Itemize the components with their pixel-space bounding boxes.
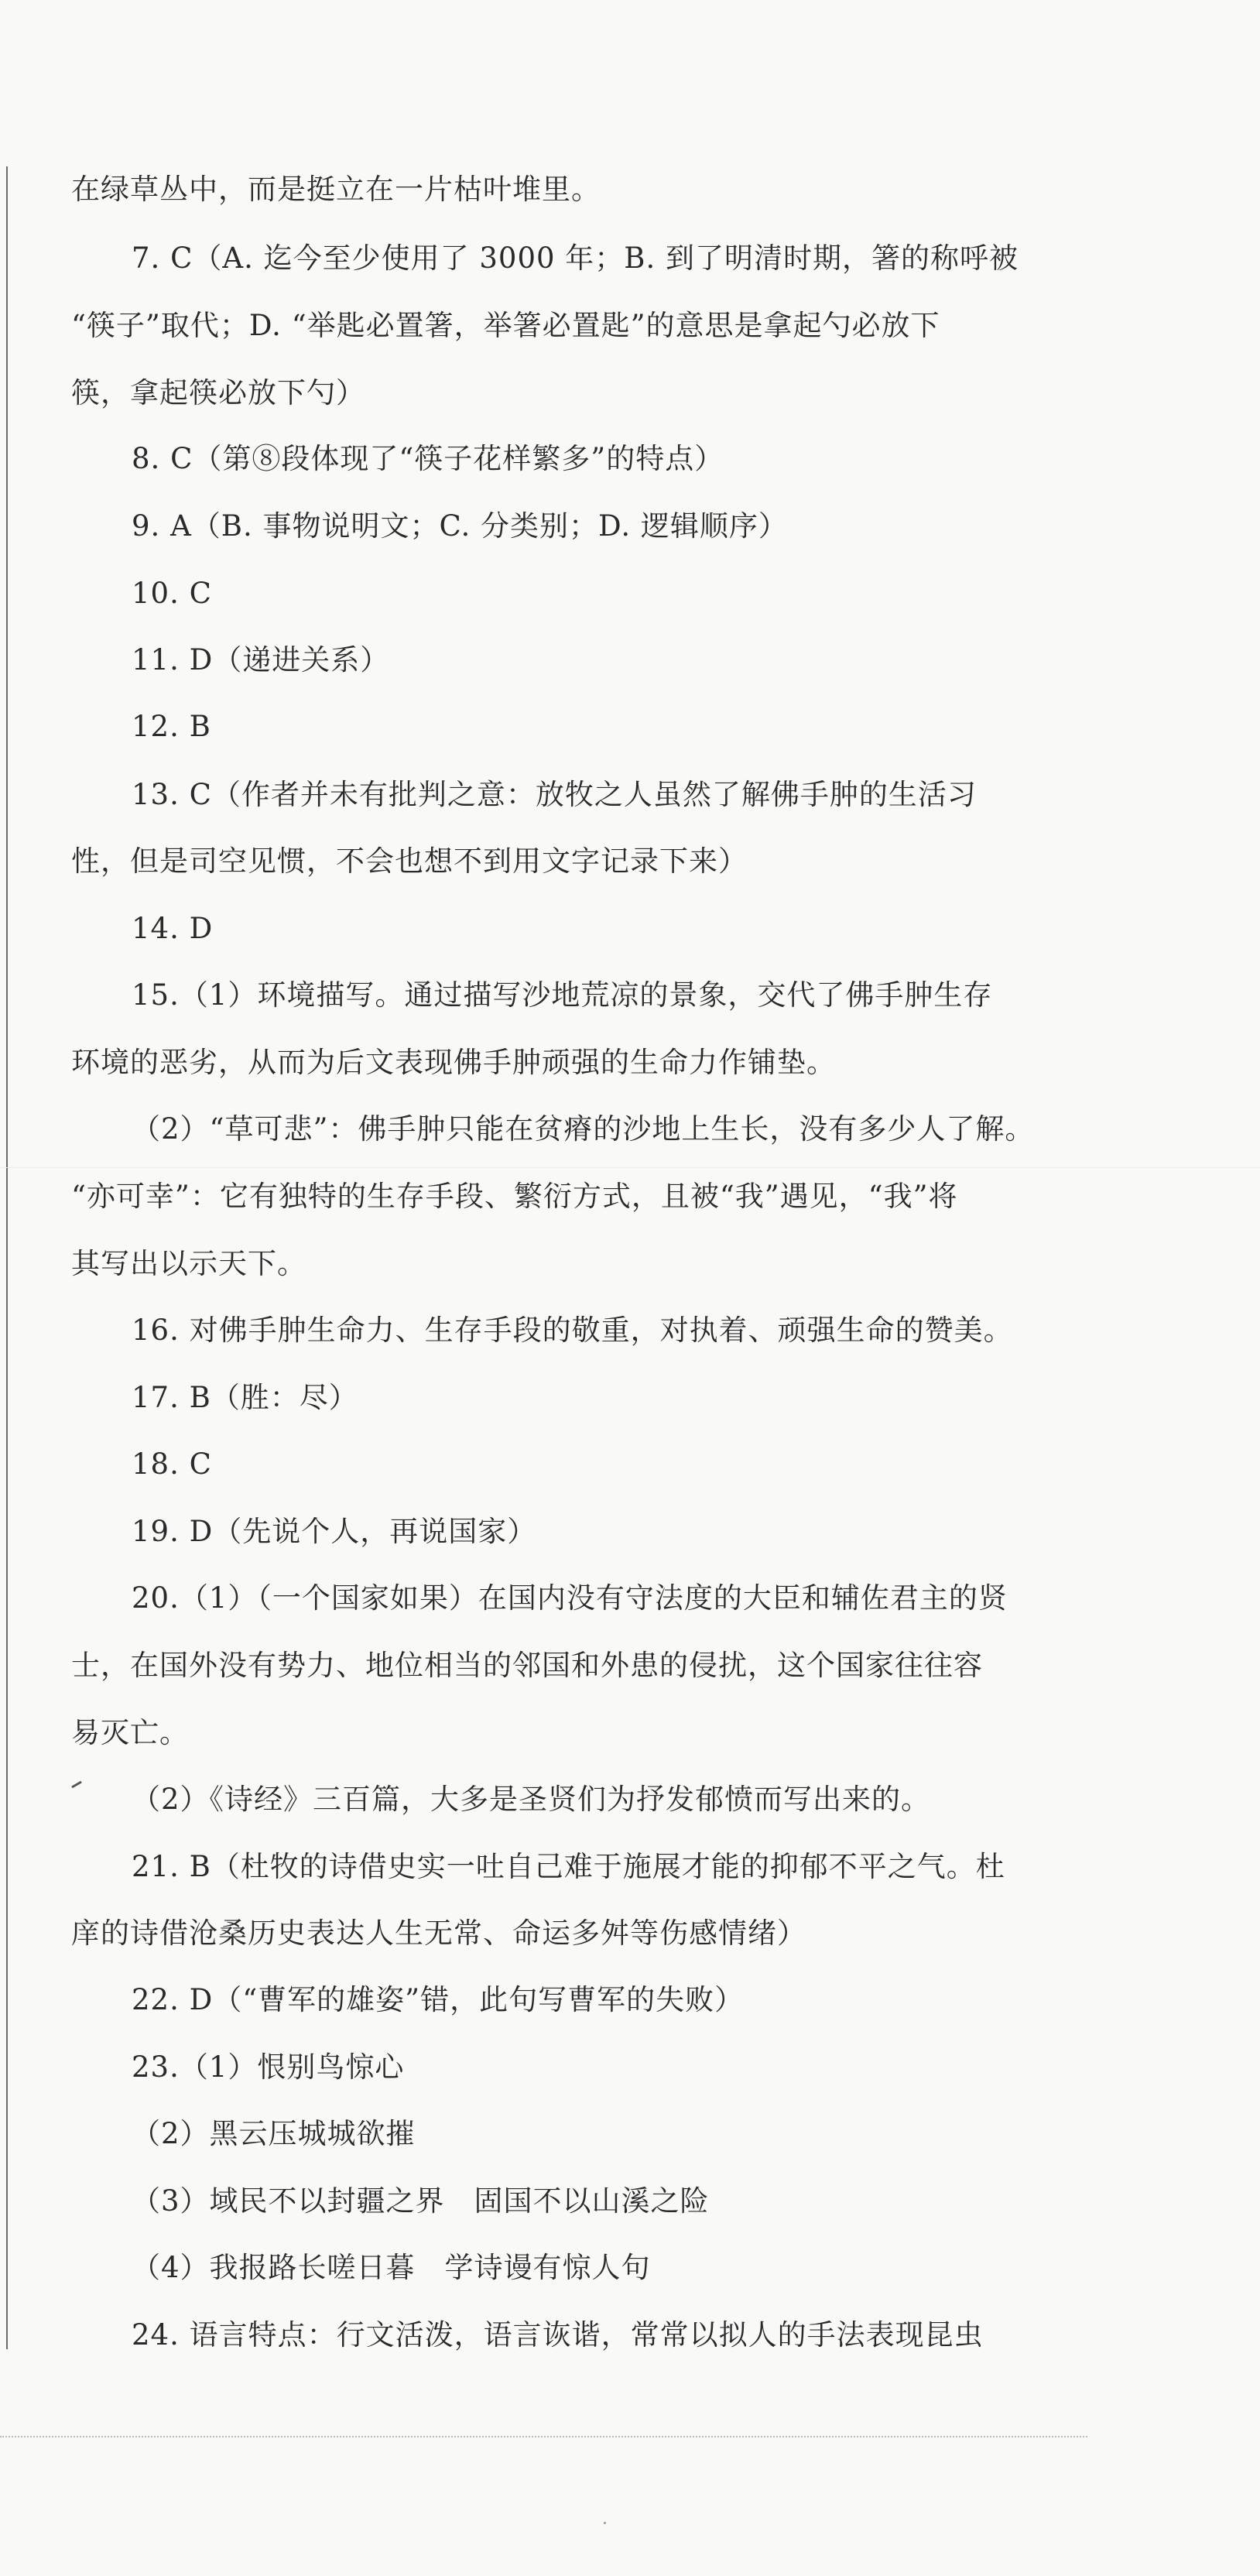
text-line: 性，但是司空见惯，不会也想不到用文字记录下来） <box>71 844 748 878</box>
text-line: 21. B（杜牧的诗借史实一吐自己难于施展才能的抑郁不平之气。杜 <box>132 1850 1005 1883</box>
text-line: 10. C <box>132 577 212 610</box>
page-fold-line <box>0 1167 1260 1168</box>
text-line: （2）“草可悲”：佛手肿只能在贫瘠的沙地上生长，没有多少人了解。 <box>132 1112 1035 1146</box>
text-line: 庠的诗借沧桑历史表达人生无常、命运多舛等伤感情绪） <box>71 1917 806 1950</box>
text-line: 17. B（胜：尽） <box>132 1381 358 1414</box>
text-line: （2）《诗经》三百篇，大多是圣贤们为抒发郁愤而写出来的。 <box>132 1783 931 1816</box>
text-line: 12. B <box>132 710 211 743</box>
text-line: 16. 对佛手肿生命力、生存手段的敬重，对执着、顽强生命的赞美。 <box>132 1314 1013 1347</box>
text-line: 易灭亡。 <box>71 1716 189 1749</box>
text-line: 8. C（第⑧段体现了“筷子花样繁多”的特点） <box>132 442 724 475</box>
text-line: 24. 语言特点：行文活泼，语言诙谐，常常以拟人的手法表现昆虫 <box>132 2318 984 2352</box>
text-line: “筷子”取代；D. “举匙必置箸，举箸必置匙”的意思是拿起勺必放下 <box>71 309 940 342</box>
page-left-edge <box>6 166 8 2349</box>
text-line: 环境的恶劣，从而为后文表现佛手肿顽强的生命力作铺垫。 <box>71 1046 836 1079</box>
text-line: 在绿草丛中，而是挺立在一片枯叶堆里。 <box>71 173 601 206</box>
dotted-separator <box>0 2436 1087 2437</box>
text-line: 19. D（先说个人，再说国家） <box>132 1515 537 1548</box>
speck-mark <box>604 2522 606 2524</box>
text-line: （2）黑云压城城欲摧 <box>132 2117 416 2150</box>
text-line: 15.（1）环境描写。通过描写沙地荒凉的景象，交代了佛手肿生存 <box>132 978 993 1012</box>
text-line: 13. C（作者并未有批判之意：放牧之人虽然了解佛手肿的生活习 <box>132 778 977 811</box>
text-line: 11. D（递进关系） <box>132 643 390 677</box>
text-line: 7. C（A. 迄今至少使用了 3000 年；B. 到了明清时期，箸的称呼被 <box>132 242 1019 275</box>
text-line: 9. A（B. 事物说明文；C. 分类别；D. 逻辑顺序） <box>132 509 788 543</box>
text-line: 18. C <box>132 1447 212 1481</box>
text-line: （4）我报路长嗟日暮 学诗谩有惊人句 <box>132 2251 651 2284</box>
text-line: 14. D <box>132 912 214 945</box>
text-line: 筷，拿起筷必放下勺） <box>71 376 365 409</box>
text-line: 20.（1）（一个国家如果）在国内没有守法度的大臣和辅佐君主的贤 <box>132 1581 1008 1615</box>
text-line: “亦可幸”：它有独特的生存手段、繁衍方式，且被“我”遇见，“我”将 <box>71 1180 958 1213</box>
stray-pen-mark <box>71 1781 82 1789</box>
text-line: 其写出以示天下。 <box>71 1247 306 1280</box>
text-line: 士，在国外没有势力、地位相当的邻国和外患的侵扰，这个国家往往容 <box>71 1649 983 1682</box>
text-line: （3）域民不以封疆之界 固国不以山溪之险 <box>132 2184 710 2218</box>
text-line: 23.（1）恨别鸟惊心 <box>132 2050 405 2084</box>
text-line: 22. D（“曹军的雄姿”错，此句写曹军的失败） <box>132 1983 745 2016</box>
